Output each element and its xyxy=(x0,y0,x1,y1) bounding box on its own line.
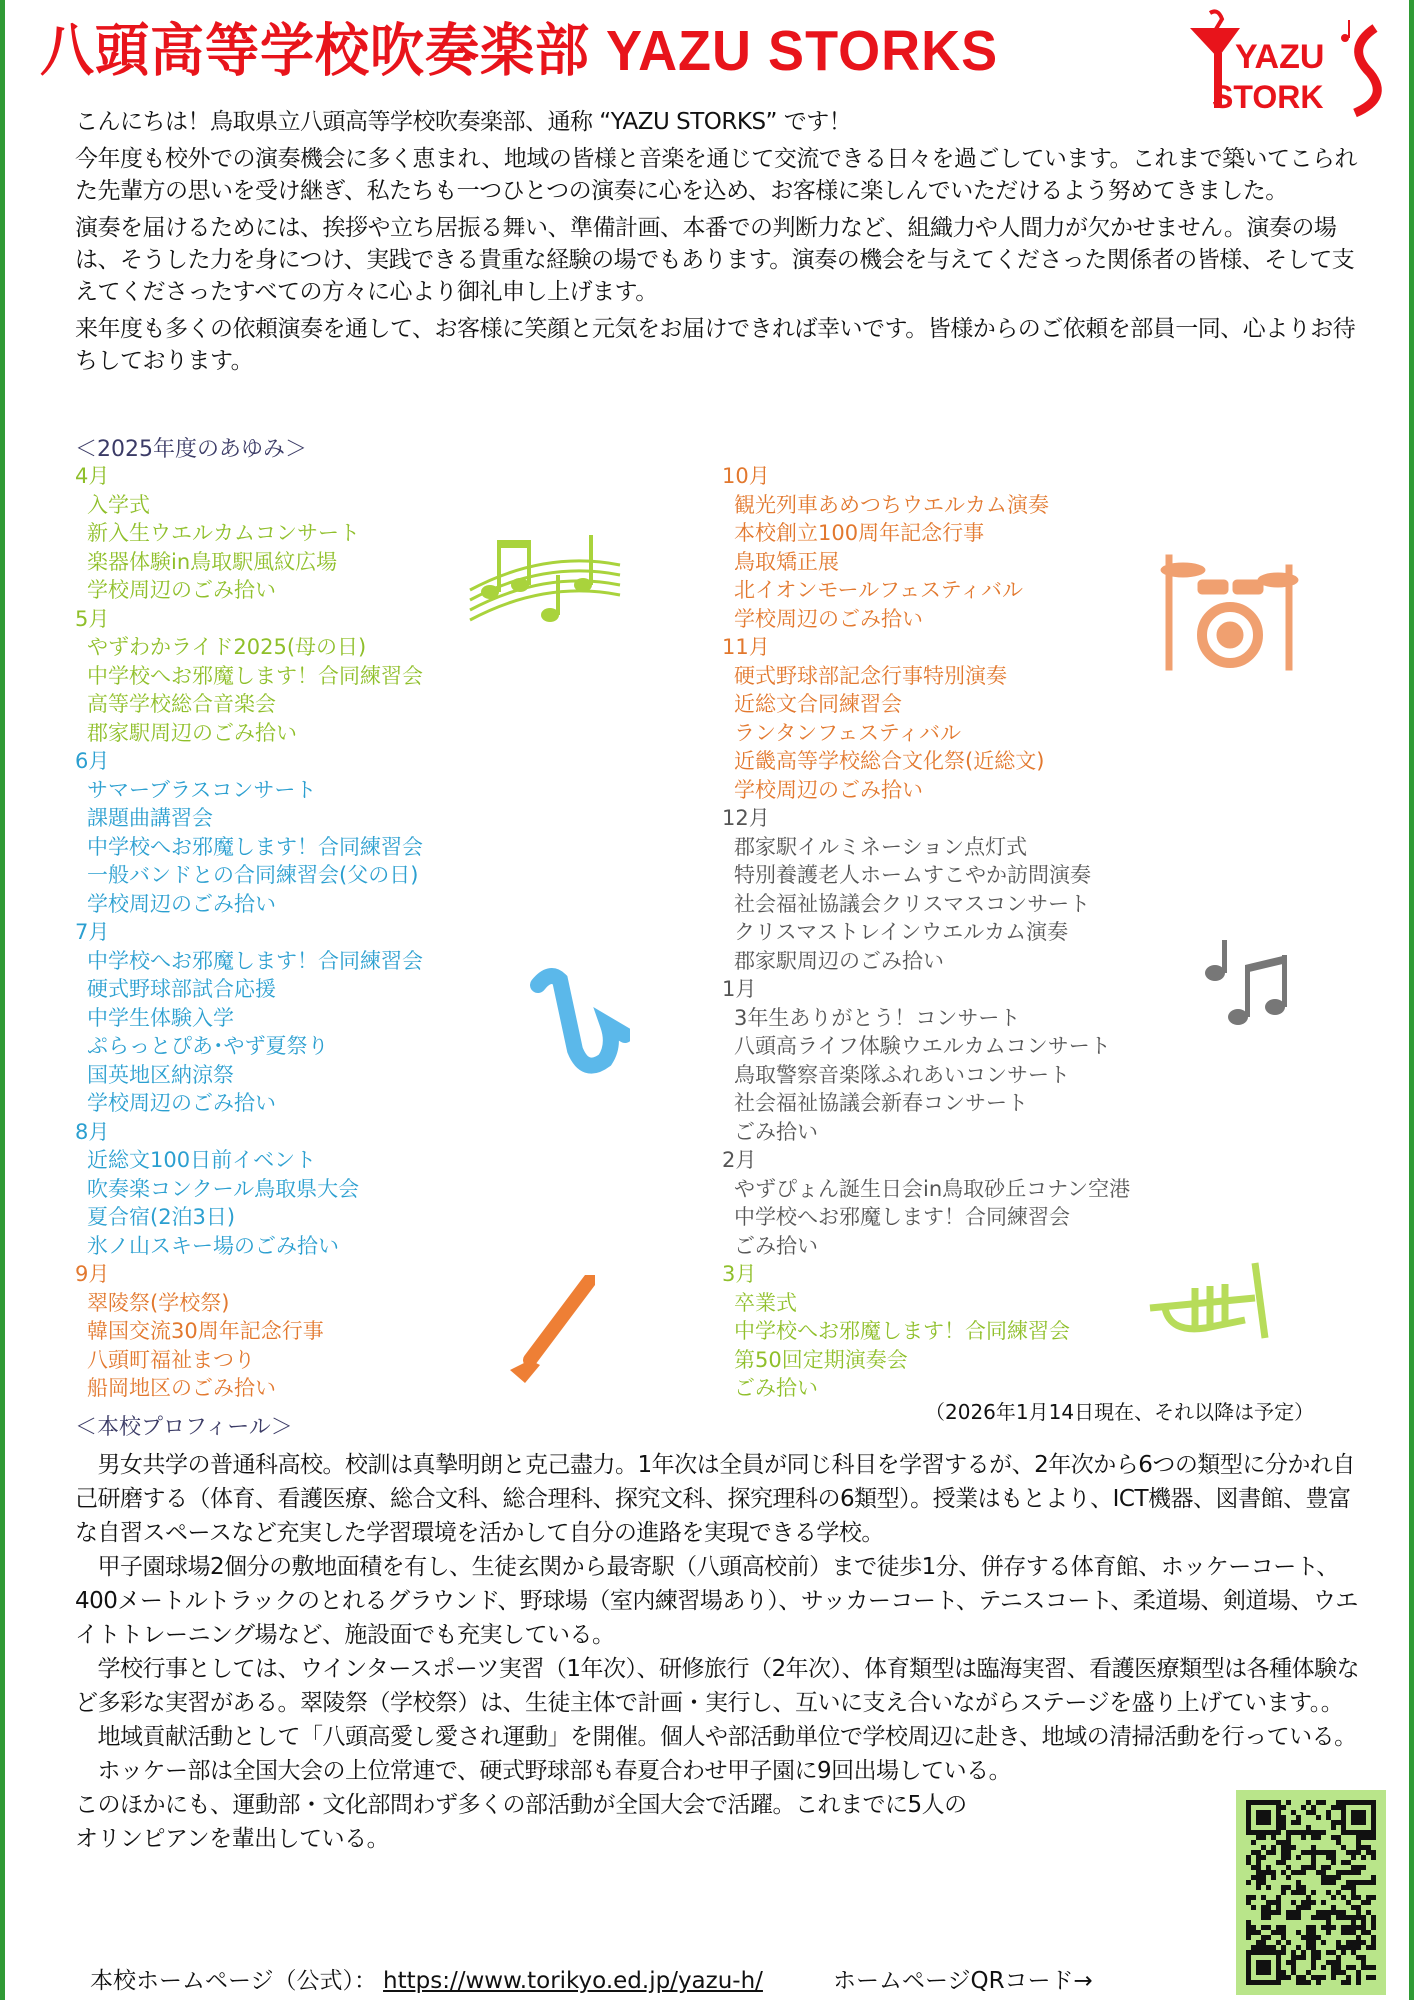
event-item: ぷらっとぴあ･やず夏祭り xyxy=(87,1034,329,1058)
event-item: 学校周辺のごみ拾い xyxy=(87,578,276,602)
homepage-link[interactable]: https://www.torikyo.ed.jp/yazu-h/ xyxy=(383,1968,763,1994)
intro-paragraph: 来年度も多くの依頼演奏を通して、お客様に笑顔と元気をお届けできれば幸いです。皆様からのご依頼を部員一同、心よりお待ちしております。 xyxy=(75,316,1356,374)
event-item: 翠陵祭(学校祭) xyxy=(87,1290,230,1315)
event-item: ごみ拾い xyxy=(734,1233,818,1258)
page-border-right xyxy=(1409,0,1414,2000)
event-item: 一般バンドとの合同練習会(父の日) xyxy=(87,863,419,887)
profile-paragraph: 甲子園球場2個分の敷地面積を有し、生徒玄関から最寄駅（八頭高校前）まで徒歩1分、併存する体育館、ホッケーコート、400メートルトラックのとれるグラウンド、野球場（室内練習場あり）、サッカーコート、テニスコート、柔道場、剣道場、ウエイトトレーニング場など、施設面でも充実している。 xyxy=(75,1554,1358,1648)
month-label: 5月 xyxy=(75,606,110,631)
month-label: 12月 xyxy=(722,806,770,830)
event-item: 特別養護老人ホームすこやか訪問演奏 xyxy=(734,863,1091,887)
event-item: サマーブラスコンサート xyxy=(87,777,317,802)
drum-kit-icon xyxy=(1158,550,1303,680)
as-of-note: （2026年1月14日現在、それ以降は予定） xyxy=(925,1400,1315,1424)
event-item: 吹奏楽コンクール鳥取県大会 xyxy=(87,1176,360,1201)
month-label: 9月 xyxy=(75,1262,110,1286)
music-staff-notes-icon xyxy=(465,530,625,630)
event-item: 本校創立100周年記念行事 xyxy=(734,521,985,545)
timeline-right-column xyxy=(722,462,1130,1403)
event-item: 社会福祉協議会クリスマスコンサート xyxy=(734,891,1091,916)
page-border-left xyxy=(0,0,5,2000)
event-item: 学校周辺のごみ拾い xyxy=(734,777,923,802)
event-item: 中学校へお邪魔します！合同練習会 xyxy=(87,834,423,859)
event-item: 硬式野球部記念行事特別演奏 xyxy=(734,663,1007,688)
event-item: 新入生ウエルカムコンサート xyxy=(87,521,360,545)
event-item: ごみ拾い xyxy=(734,1119,818,1144)
event-item: 郡家駅周辺のごみ拾い xyxy=(734,948,944,973)
event-item: 学校周辺のごみ拾い xyxy=(87,891,276,916)
trumpet-icon xyxy=(1145,1258,1275,1343)
event-item: 硬式野球部試合応援 xyxy=(87,977,276,1001)
event-item: やずぴょん誕生日会in鳥取砂丘コナン空港 xyxy=(734,1176,1131,1201)
month-label: 4月 xyxy=(75,464,110,488)
event-item: 国英地区納涼祭 xyxy=(87,1062,234,1087)
logo-text-storks: STORK xyxy=(1212,79,1324,115)
event-item: 八頭町福祉まつり xyxy=(87,1347,255,1372)
logo-text-yazu: YAZU xyxy=(1235,38,1325,76)
intro-text xyxy=(75,106,1365,382)
profile-heading: ＜本校プロフィール＞ xyxy=(75,1415,293,1440)
profile-paragraph: 学校行事としては、ウインタースポーツ実習（1年次）、研修旅行（2年次）、体育類型は臨海実習、看護医療類型は各種体験など多彩な実習がある。翠陵祭（学校祭）は、生徒主体で計画・実行し、互いに支え合いながらステージを盛り上げています。。 xyxy=(75,1656,1360,1716)
timeline-left-column xyxy=(75,462,423,1403)
saxophone-icon xyxy=(530,965,630,1085)
event-item: 卒業式 xyxy=(734,1290,797,1315)
profile-paragraph: 地域貢献活動として「八頭高愛し愛され運動」を開催。個人や部活動単位で学校周辺に赴き、地域の清掃活動を行っている。 xyxy=(75,1724,1357,1750)
event-item: 氷ノ山スキー場のごみ拾い xyxy=(87,1233,339,1258)
event-item: 韓国交流30周年記念行事 xyxy=(87,1319,324,1343)
event-item: やずわかライド2025(母の日) xyxy=(87,635,367,659)
month-label: 10月 xyxy=(722,464,770,488)
clarinet-icon xyxy=(505,1275,595,1385)
profile-paragraph: ホッケー部は全国大会の上位常連で、硬式野球部も春夏合わせ甲子園に9回出場している。 このほかにも、運動部・文化部問わず多くの部活動が全国大会で活躍。これまでに5人の オリンピアンを輩出している。 xyxy=(75,1758,1012,1852)
event-item: 郡家駅イルミネーション点灯式 xyxy=(734,834,1028,859)
event-item: 課題曲講習会 xyxy=(87,806,213,830)
month-label: 11月 xyxy=(722,635,770,659)
timeline-heading: ＜2025年度のあゆみ＞ xyxy=(75,437,307,462)
footer xyxy=(90,1962,1093,1995)
qr-code-pattern xyxy=(1246,1800,1376,1985)
event-item: 中学校へお邪魔します！合同練習会 xyxy=(734,1319,1070,1343)
event-item: 近総文100日前イベント xyxy=(87,1148,317,1172)
event-item: ランタンフェスティバル xyxy=(734,720,962,745)
event-item: 鳥取矯正展 xyxy=(734,549,839,574)
homepage-qr-code[interactable] xyxy=(1236,1790,1386,1995)
event-item: 近総文合同練習会 xyxy=(734,692,902,716)
event-item: 中学校へお邪魔します！合同練習会 xyxy=(87,663,423,688)
event-item: 船岡地区のごみ拾い xyxy=(87,1376,276,1400)
page-title: 八頭高等学校吹奏楽部 YAZU STORKS xyxy=(40,19,999,83)
homepage-label: 本校ホームページ（公式）： xyxy=(90,1968,378,1994)
yazu-storks-logo xyxy=(1180,8,1390,118)
event-item: クリスマストレインウエルカム演奏 xyxy=(734,920,1069,944)
event-item: 北イオンモールフェスティバル xyxy=(734,578,1023,602)
event-item: 夏合宿(2泊3日) xyxy=(87,1205,236,1229)
event-item: 近畿高等学校総合文化祭(近総文) xyxy=(734,749,1045,773)
event-item: 鳥取警察音楽隊ふれあいコンサート xyxy=(734,1062,1070,1087)
event-item: 中学生体験入学 xyxy=(87,1005,234,1030)
month-label: 7月 xyxy=(75,920,110,944)
intro-paragraph: 演奏を届けるためには、挨拶や立ち居振る舞い、準備計画、本番での判断力など、組織力や人間力が欠かせません。演奏の場は、そうした力を身につけ、実践できる貴重な経験の場でもあります。演奏の機会を与えてくださった関係者の皆様、そして支えてくださったすべての方々に心より御礼申し上げます。 xyxy=(75,215,1355,305)
event-item: 楽器体験in鳥取駅風紋広場 xyxy=(87,549,338,574)
event-item: 八頭高ライフ体験ウエルカムコンサート xyxy=(734,1034,1111,1058)
intro-paragraph: 今年度も校外での演奏機会に多く恵まれ、地域の皆様と音楽を通じて交流できる日々を過ごしています。これまで築いてこられた先輩方の思いを受け継ぎ、私たちも一つひとつの演奏に心を込め、お客様に楽しんでいただけるよう努めてきました。 xyxy=(75,146,1358,204)
month-label: 3月 xyxy=(722,1262,757,1286)
event-item: 観光列車あめつちウエルカム演奏 xyxy=(734,492,1049,517)
event-item: ごみ拾い xyxy=(734,1376,818,1400)
event-item: 中学校へお邪魔します！合同練習会 xyxy=(734,1205,1070,1229)
profile-text xyxy=(75,1448,1365,1856)
event-item: 学校周辺のごみ拾い xyxy=(734,606,923,631)
profile-paragraph: 男女共学の普通科高校。校訓は真摯明朗と克己盡力。1年次は全員が同じ科目を学習するが、2年次から6つの類型に分かれ自己研磨する（体育、看護医療、総合文科、総合理科、探究文科、探究理科の6類型）。授業はもとより、ICT機器、図書館、豊富な自習スペースなど充実した学習環境を活かして自分の進路を実現できる学校。 xyxy=(75,1452,1355,1546)
month-label: 6月 xyxy=(75,749,110,773)
eighth-notes-icon xyxy=(1200,935,1295,1030)
event-item: 高等学校総合音楽会 xyxy=(87,692,276,716)
month-label: 2月 xyxy=(722,1148,757,1172)
event-item: 第50回定期演奏会 xyxy=(734,1347,908,1372)
qr-label: ホームページQRコード→ xyxy=(832,1968,1093,1994)
event-item: 郡家駅周辺のごみ拾い xyxy=(87,720,297,745)
month-label: 1月 xyxy=(722,977,757,1001)
event-item: 学校周辺のごみ拾い xyxy=(87,1091,276,1115)
event-item: 入学式 xyxy=(87,492,150,517)
intro-paragraph: こんにちは！鳥取県立八頭高等学校吹奏楽部、通称 “YAZU STORKS” です！ xyxy=(75,109,852,135)
event-item: 社会福祉協議会新春コンサート xyxy=(734,1091,1028,1115)
event-item: 3年生ありがとう！コンサート xyxy=(734,1005,1021,1030)
month-label: 8月 xyxy=(75,1119,110,1144)
event-item: 中学校へお邪魔します！合同練習会 xyxy=(87,948,423,973)
